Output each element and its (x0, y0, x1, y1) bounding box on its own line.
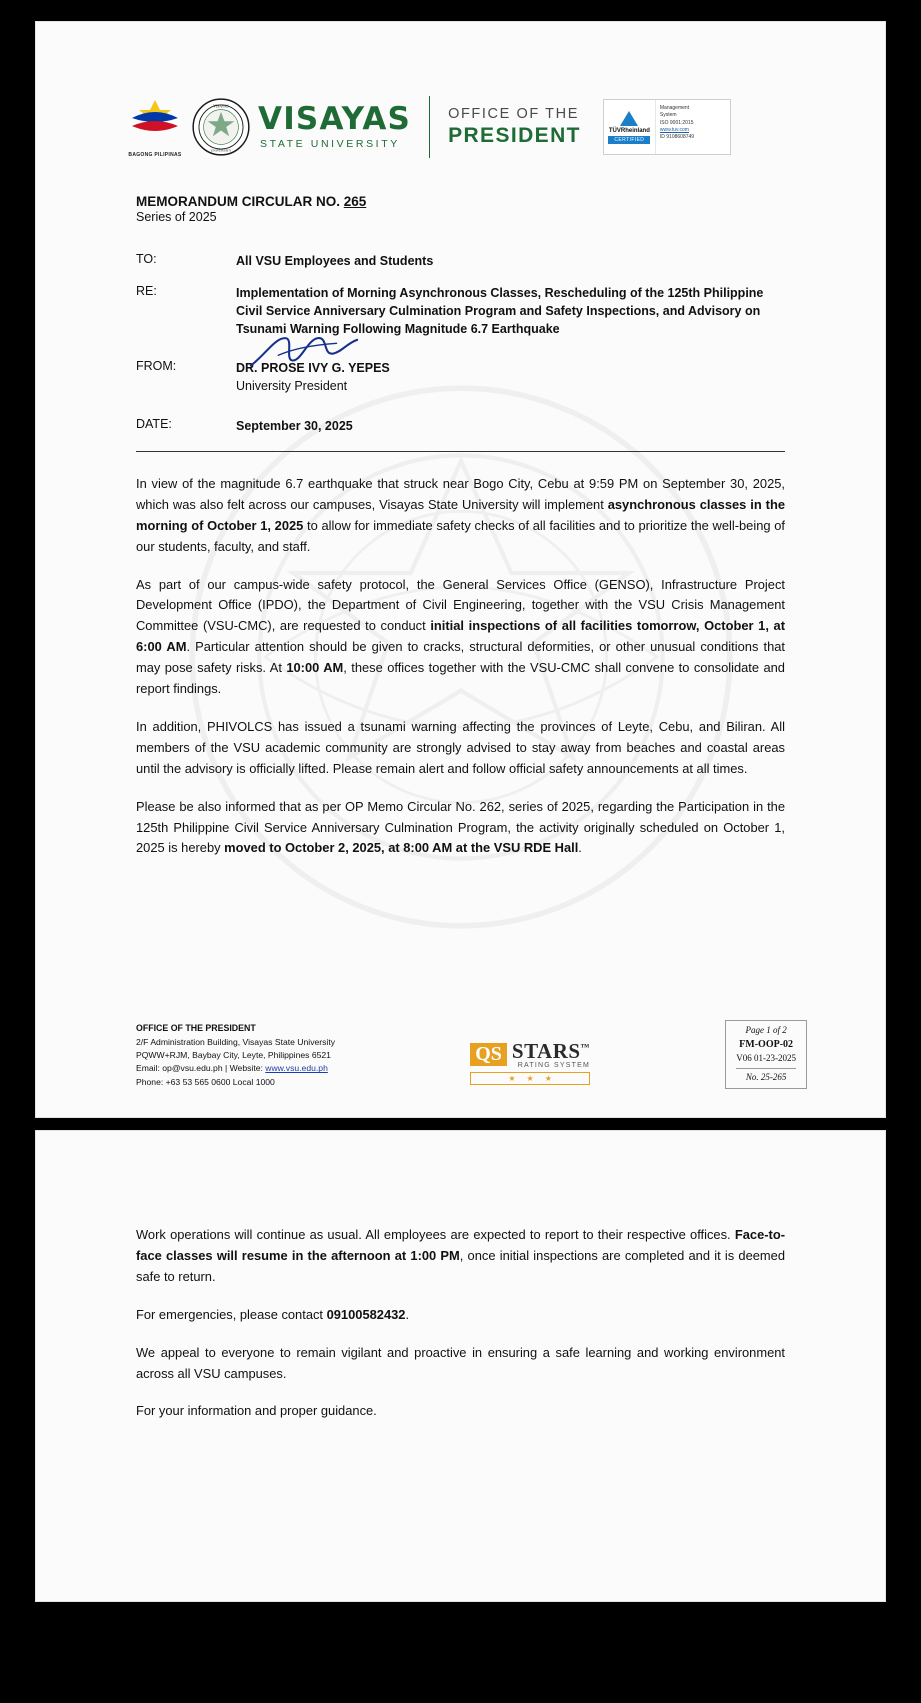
letterhead-divider (429, 96, 430, 158)
body-paragraph (136, 1305, 785, 1326)
footer-address-1: 2/F Administration Building, Visayas State University (136, 1036, 336, 1047)
memo-circular-line (136, 194, 807, 209)
letterhead (114, 78, 807, 164)
footer-office: OFFICE OF THE PRESIDENT (136, 1023, 256, 1034)
memo-circular-number: 265 (343, 194, 367, 209)
cert-website: www.tuv.com (659, 126, 689, 133)
emphasis-text: 10:00 AM (286, 660, 344, 676)
body-text-run: . (405, 1306, 410, 1322)
cert-id: ID 9108608749 (659, 134, 695, 140)
body-text-run: For your information and proper guidance. (136, 1403, 377, 1419)
footer-email-label: Email: op@vsu.edu.ph | Website: (136, 1063, 266, 1074)
memo-body-page-1 (114, 474, 807, 860)
body-paragraph (136, 1225, 785, 1288)
body-text-run: We appeal to everyone to remain vigilant and proactive in ensuring a safe learning and working environment across all VSU campuses. (136, 1344, 785, 1381)
meta-row-re (136, 284, 807, 338)
document-page-1 (36, 22, 885, 1117)
body-text-run: . Particular attention should be given to cracks, structural deformities, or other unusual conditions that may pose safety risks. At (136, 639, 785, 676)
body-text-run: Please be also informed that as per OP Memo Circular No. 262, series of 2025, regarding the Participation in the 125th Philippine Civil Service Anniversary Culmination Program, the activity originally scheduled on October 1, 2025 is hereby (136, 798, 785, 856)
meta-row-from (136, 359, 807, 395)
tuv-brand: TÜVRheinland (608, 127, 650, 134)
vsu-wordmark (258, 101, 412, 150)
footer-email-line (136, 1062, 335, 1075)
emphasis-text: moved to October 2, 2025, at 8:00 AM at the VSU RDE Hall (224, 840, 579, 856)
body-text-run: For emergencies, please contact (136, 1306, 327, 1322)
star-icon: ★ (508, 1074, 516, 1083)
qs-stars-word: STARS™ (511, 1039, 591, 1063)
footer-form-control (725, 1020, 807, 1090)
vsu-wordmark-main: VISAYAS (258, 101, 412, 137)
cert-line-3: ISO 9001:2015 (659, 119, 694, 126)
emphasis-text: asynchronous classes in the morning of October 1, 2025 (136, 496, 785, 533)
to-label: TO: (136, 252, 157, 266)
from-title: University President (236, 378, 348, 393)
vsu-wordmark-sub: STATE UNIVERSITY (260, 138, 400, 150)
body-text-run: Work operations will continue as usual. All employees are expected to report to their respective offices. (136, 1227, 735, 1242)
body-paragraph (136, 1343, 785, 1385)
cert-line-1: Management (659, 105, 690, 111)
svg-text:UNIVERSITY: UNIVERSITY (210, 148, 232, 153)
cert-line-2: System (659, 112, 677, 119)
emphasis-text: 09100582432 (326, 1306, 406, 1322)
body-paragraph (136, 575, 785, 700)
page-number: Page 1 of 2 (745, 1024, 787, 1035)
header-divider (136, 451, 785, 452)
body-text-run: , once initial inspections are completed and it is deemed safe to return. (136, 1247, 785, 1284)
star-icon: ★ (544, 1074, 552, 1083)
date-value: September 30, 2025 (236, 418, 353, 433)
body-text-run: In addition, PHIVOLCS has issued a tsunami warning affecting the provinces of Leyte, Cebu, and Biliran. All members of the VSU academic community are strongly advised to stay away from beaches and coastal areas until the advisory is officially lifted. Please remain alert and follow official safety announcements at all times. (136, 718, 785, 776)
date-label: DATE: (136, 416, 172, 431)
meta-row-to (136, 252, 807, 270)
meta-row-date (136, 417, 807, 435)
office-line-1: OFFICE OF THE (448, 106, 579, 122)
memo-body-page-2 (114, 1225, 807, 1422)
emphasis-text: initial inspections of all facilities tomorrow, October 1, at 6:00 AM (136, 618, 786, 655)
tuv-certified-label: CERTIFIED (608, 136, 650, 144)
tuv-certification-badge (603, 99, 731, 155)
office-line-2: PRESIDENT (448, 124, 581, 147)
bagong-pilipinas-logo (124, 96, 186, 158)
body-text-run: , these offices together with the VSU-CMC shall convene to consolidate and report findings. (136, 660, 785, 697)
body-paragraph (136, 797, 785, 860)
body-paragraph (136, 474, 785, 558)
body-paragraph (136, 1401, 785, 1422)
footer-phone: Phone: +63 53 565 0600 Local 1000 (136, 1076, 275, 1087)
memo-series: Series of 2025 (136, 210, 217, 224)
body-text-run: to allow for immediate safety checks of all facilities and to prioritize the well-being of our students, faculty, and staff. (136, 517, 785, 554)
svg-text:VISAYAS: VISAYAS (213, 104, 229, 109)
memo-heading (114, 194, 807, 224)
body-text-run: In view of the magnitude 6.7 earthquake that struck near Bogo City, Cebu at 9:59 PM on September 30, 2025, which was also felt across our campuses, Visayas State University will implement (136, 475, 785, 512)
footer-address-2: PQWW+RJM, Baybay City, Leyte, Philippines 6521 (136, 1050, 331, 1061)
from-name: DR. PROSE IVY G. YEPES (236, 360, 390, 375)
flag-caption: BAGONG PILIPINAS (128, 152, 182, 158)
form-version: V06 01-23-2025 (736, 1053, 796, 1063)
form-code: FM-OOP-02 (739, 1039, 794, 1050)
body-text-run: As part of our campus-wide safety protocol, the General Services Office (GENSO), Infrastructure Project Development Office (IPDO), the Department of Civil Engineering, together with the VSU Crisis Management Committee (VSU-CMC), are requested to conduct (136, 576, 785, 634)
qs-logo-mark: QS (470, 1043, 507, 1066)
vsu-seal (192, 98, 250, 156)
footer-website-link[interactable]: www.vsu.edu.ph (265, 1063, 328, 1074)
emphasis-text: Face-to-face classes will resume in the afternoon at 1:00 PM (136, 1227, 785, 1263)
body-text-run: . (578, 840, 582, 856)
re-value: Implementation of Morning Asynchronous Classes, Rescheduling of the 125th Philippine Civil Service Anniversary Culmination Program and Safety Inspections, and Advisory on Tsunami Warning Following Magnitude 6.7 Earthquake (236, 286, 764, 337)
tuv-triangle-icon (620, 111, 638, 126)
to-value: All VSU Employees and Students (236, 254, 434, 268)
qs-stars-badge (470, 1039, 590, 1085)
document-number: No. 25-265 (736, 1068, 796, 1085)
memo-meta (114, 252, 807, 435)
star-icon: ★ (526, 1074, 534, 1083)
office-of-president-title (448, 106, 581, 148)
re-label: RE: (136, 284, 157, 299)
page-footer (136, 1020, 807, 1090)
footer-contact (136, 1022, 335, 1089)
qs-rating-system-label: RATING SYSTEM (517, 1062, 591, 1069)
qs-star-row (470, 1072, 590, 1085)
from-label: FROM: (136, 358, 177, 373)
document-page-2 (36, 1131, 885, 1601)
memo-circular-label: MEMORANDUM CIRCULAR NO. (136, 194, 340, 209)
body-paragraph (136, 717, 785, 780)
